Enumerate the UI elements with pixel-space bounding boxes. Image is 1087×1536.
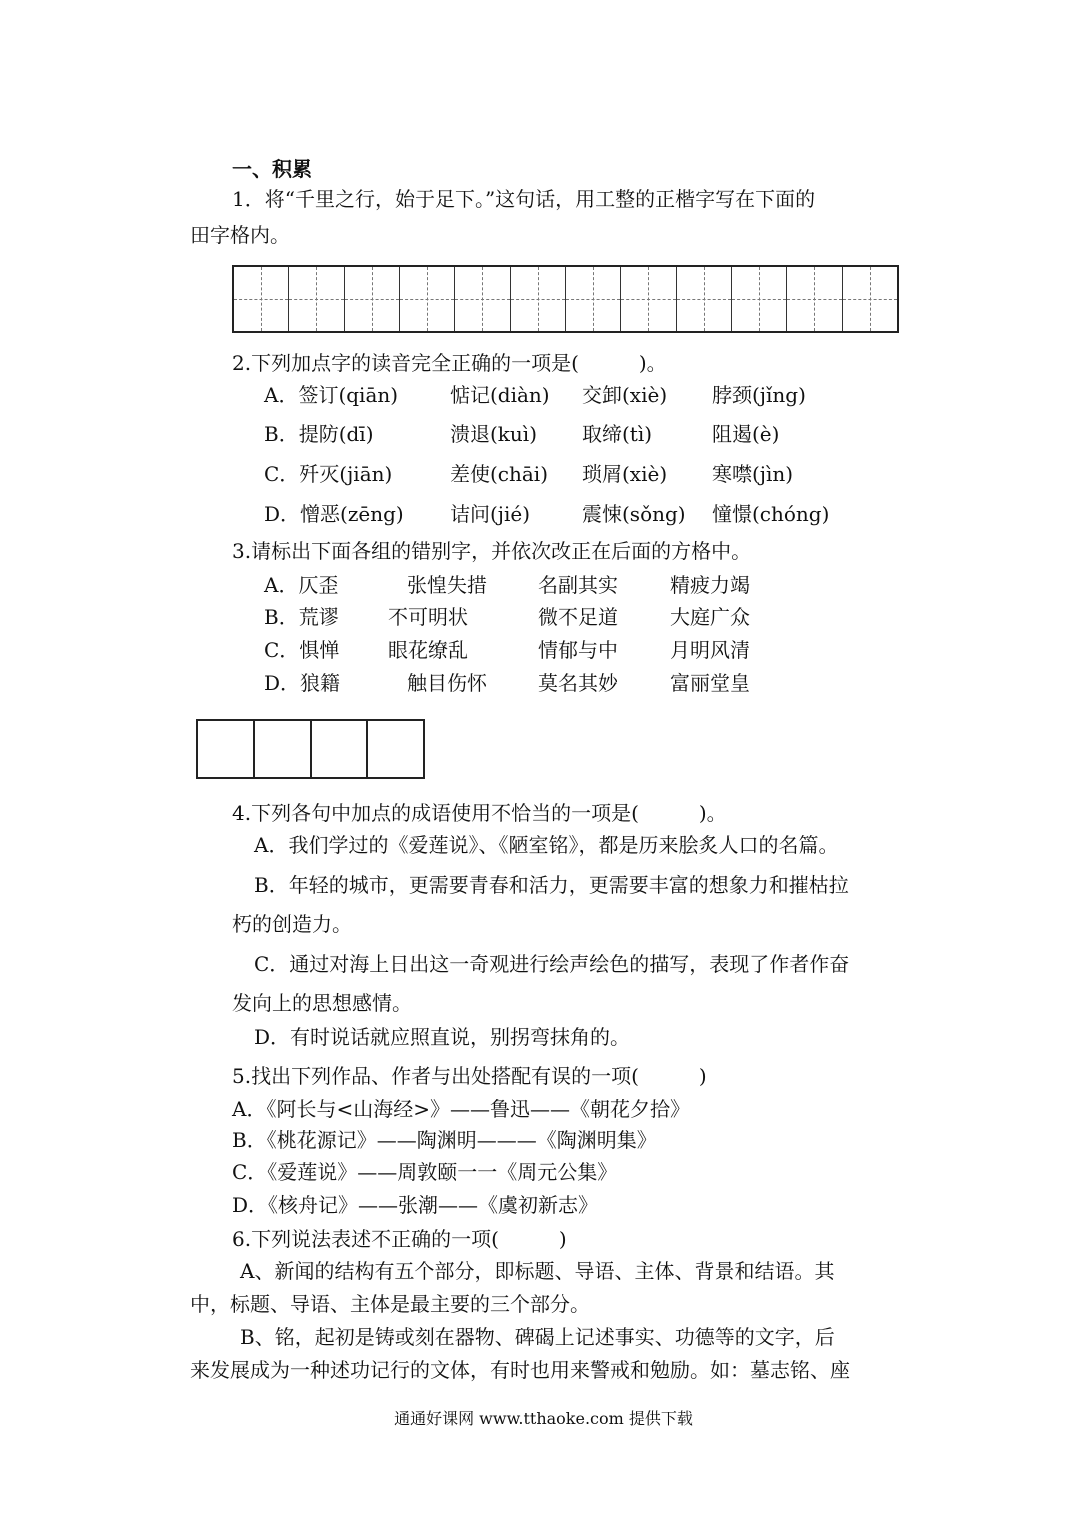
q6-option-a-line1: A、新闻的结构有五个部分，即标题、导语、主体、背景和结语。其 [240,1259,835,1283]
q4-option-b-line2: 朽的创造力。 [232,912,352,936]
q5-option-a: A．《阿长与<山海经>》——鲁迅——《朝花夕拾》 [232,1097,690,1121]
q2-option-d-2: 诘问(jié) [450,502,531,526]
q2-option-d-3: 震悚(sǒng) [582,502,686,526]
q2-option-c-1: C．歼灭(jiān) [264,462,393,486]
q2-option-a-4: 脖颈(jǐng) [712,383,806,407]
answer-box[interactable] [255,721,312,777]
q3-option-c-1: C．惧惮 [264,638,340,662]
q3-option-b-2: 不可明状 [388,605,468,629]
q2-option-c-3: 琐屑(xiè) [582,462,668,486]
q2-option-b-4: 阻遏(è) [712,422,780,446]
q3-option-a-2: 张惶失措 [407,573,487,597]
q1-line2: 田字格内。 [190,223,290,247]
grid-cell[interactable] [234,267,289,331]
q3-option-d-3: 莫名其妙 [538,671,618,695]
q4-option-b-line1: B．年轻的城市，更需要青春和活力，更需要丰富的想象力和摧枯拉 [254,873,849,897]
grid-cell[interactable] [787,267,842,331]
q3-option-a-4: 精疲力竭 [670,573,750,597]
q2-option-b-2: 溃退(kuì) [450,422,538,446]
q6-stem: 6.下列说法表述不正确的一项( ) [232,1227,567,1251]
grid-cell[interactable] [345,267,400,331]
q6-option-a-line2: 中，标题、导语、主体是最主要的三个部分。 [190,1292,590,1316]
section-title: 一、积累 [232,157,312,181]
tianzige-grid[interactable] [232,265,899,333]
grid-cell[interactable] [511,267,566,331]
q2-option-b-1: B．提防(dī) [264,422,374,446]
grid-cell[interactable] [621,267,676,331]
q2-option-a-1: A．签订(qiān) [264,383,399,407]
q5-stem: 5.找出下列作品、作者与出处搭配有误的一项( ) [232,1064,707,1088]
grid-cell[interactable] [289,267,344,331]
q3-option-d-1: D．狼籍 [264,671,341,695]
q4-option-c-line1: C．通过对海上日出这一奇观进行绘声绘色的描写，表现了作者作奋 [254,952,850,976]
footer-source: 通通好课网 www.tthaoke.com 提供下载 [394,1409,693,1428]
q6-option-b-line1: B、铭，起初是铸或刻在器物、碑碣上记述事实、功德等的文字，后 [240,1325,835,1349]
q4-option-d: D．有时说话就应照直说，别拐弯抹角的。 [254,1025,631,1049]
q5-option-d: D．《核舟记》——张潮——《虞初新志》 [232,1193,599,1217]
q6-option-b-line2: 来发展成为一种述功记行的文体，有时也用来警戒和勉励。如：墓志铭、座 [190,1358,850,1382]
q3-option-b-1: B．荒谬 [264,605,339,629]
q3-option-a-3: 名副其实 [538,573,618,597]
q2-option-c-4: 寒噤(jìn) [712,462,794,486]
q3-option-a-1: A．仄歪 [264,573,339,597]
q3-stem: 3.请标出下面各组的错别字，并依次改正在后面的方格中。 [232,539,752,563]
q3-option-b-4: 大庭广众 [670,605,750,629]
grid-cell[interactable] [566,267,621,331]
answer-box[interactable] [198,721,255,777]
q4-option-a: A．我们学过的《爱莲说》、《陋室铭》，都是历来脍炙人口的名篇。 [254,833,839,857]
q4-option-c-line2: 发向上的思想感情。 [232,991,412,1015]
answer-boxes[interactable] [196,719,425,779]
grid-cell[interactable] [732,267,787,331]
q2-stem: 2.下列加点字的读音完全正确的一项是( )。 [232,351,667,375]
q1-line1: 1．将“千里之行，始于足下。”这句话，用工整的正楷字写在下面的 [232,187,816,211]
q3-option-c-2: 眼花缭乱 [388,638,468,662]
answer-box[interactable] [368,721,423,777]
q2-option-d-1: D．憎恶(zēng) [264,502,404,526]
q2-option-a-3: 交卸(xiè) [582,383,668,407]
grid-cell[interactable] [843,267,897,331]
q2-option-b-3: 取缔(tì) [582,422,653,446]
q3-option-b-3: 微不足道 [538,605,618,629]
grid-cell[interactable] [400,267,455,331]
q3-option-d-2: 触目伤怀 [407,671,487,695]
q2-option-a-2: 惦记(diàn) [450,383,550,407]
grid-cell[interactable] [455,267,510,331]
q2-option-c-2: 差使(chāi) [450,462,549,486]
answer-box[interactable] [312,721,369,777]
q3-option-c-4: 月明风清 [670,638,750,662]
q2-option-d-4: 憧憬(chóng) [712,502,830,526]
q3-option-c-3: 情郁与中 [538,638,618,662]
q5-option-c: C．《爱莲说》——周敦颐一一《周元公集》 [232,1160,618,1184]
q3-option-d-4: 富丽堂皇 [670,671,750,695]
q4-stem: 4.下列各句中加点的成语使用不恰当的一项是( )。 [232,801,727,825]
q5-option-b: B．《桃花源记》——陶渊明———《陶渊明集》 [232,1128,657,1152]
grid-cell[interactable] [677,267,732,331]
